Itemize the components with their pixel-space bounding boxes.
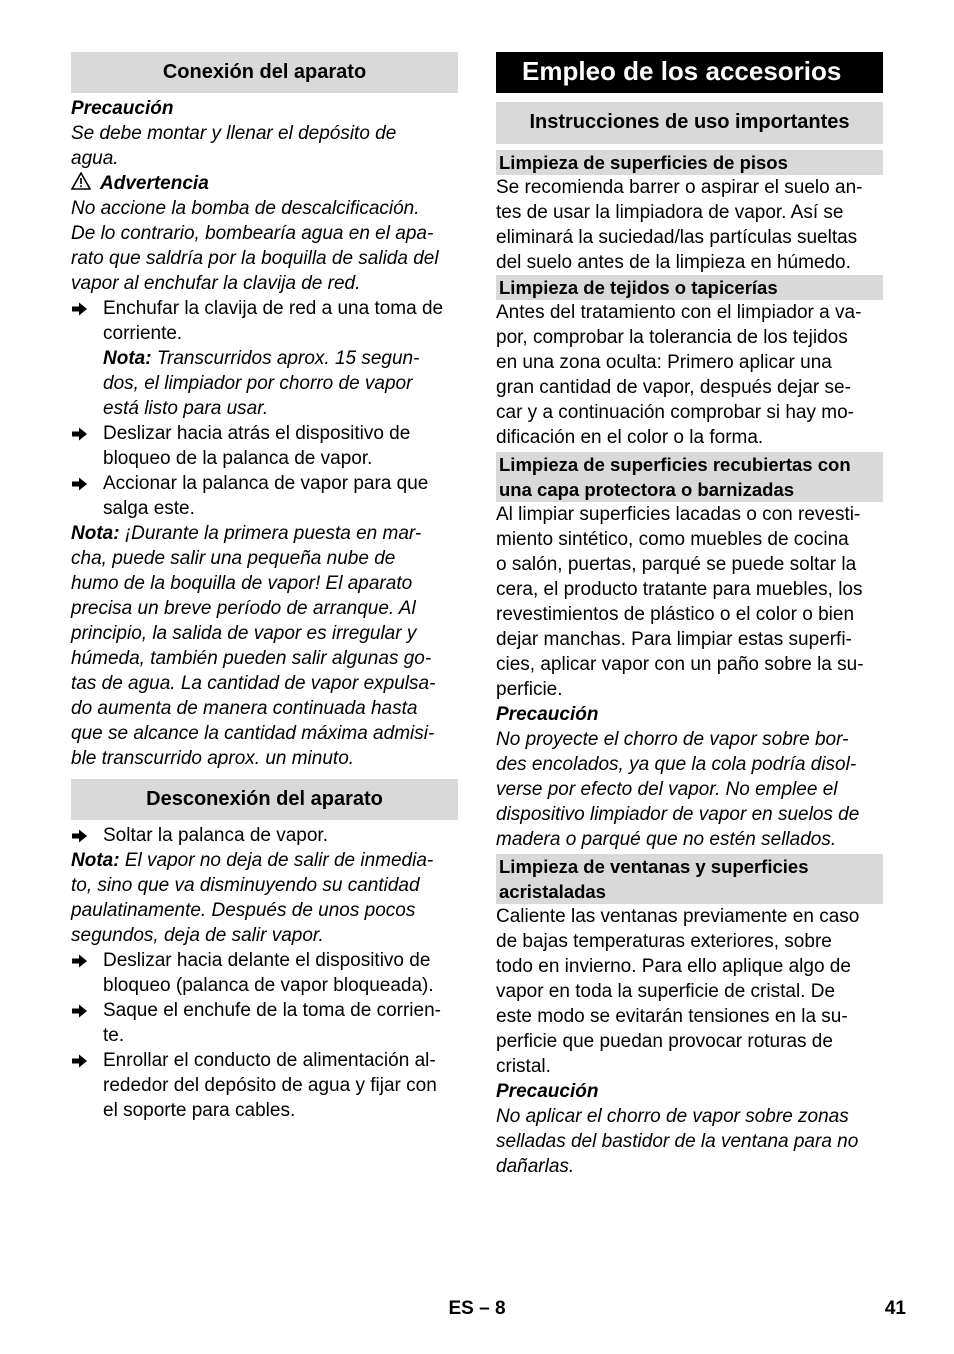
arrow-right-icon [71, 1048, 103, 1123]
arrow-right-icon [71, 948, 103, 998]
connection-heading: Conexión del aparato [71, 52, 458, 93]
step-item [71, 823, 458, 848]
body-text-line: eliminará la suciedad/las partículas sueltas [496, 227, 858, 248]
caution-text-line: verse por efecto del vapor. No emplee el [496, 779, 838, 800]
step-text-line: Soltar la palanca de vapor. [103, 825, 328, 846]
body-text-line: por, comprobar la tolerancia de los tejidos [496, 327, 848, 348]
warning-text-line: No accione la bomba de descalcificación. [71, 198, 420, 219]
body-text-line: cies, aplicar vapor con un paño sobre la su- [496, 654, 864, 675]
step-text-line: te. [103, 1025, 125, 1046]
caution-text-line: dispositivo limpiador de vapor en suelos de [496, 804, 860, 825]
page-number: 41 [884, 1298, 906, 1319]
step-text-line: Deslizar hacia atrás el dispositivo de [103, 423, 411, 444]
caution-text-line: No aplicar el chorro de vapor sobre zonas [496, 1106, 849, 1127]
caution-text-line: Se debe montar y llenar el depósito de [71, 123, 397, 144]
step-note [71, 346, 458, 421]
step-item [71, 998, 458, 1048]
arrow-right-icon [71, 471, 103, 521]
note-text-line: do aumenta de manera continuada hasta [71, 698, 418, 719]
body-text-line: del suelo antes de la limpieza en húmedo. [496, 252, 851, 273]
note-text-line: to, sino que va disminuyendo su cantidad [71, 875, 420, 896]
body-text-line: Al limpiar superficies lacadas o con revesti- [496, 504, 861, 525]
note-text: El vapor no deja de salir de inmedia- [119, 850, 434, 871]
step-item [71, 948, 458, 998]
step-text-line: el soporte para cables. [103, 1100, 296, 1121]
note-text-line: principio, la salida de vapor es irregular y [71, 623, 417, 644]
step-item [71, 296, 458, 346]
body-text-line: cristal. [496, 1056, 551, 1077]
disconnection-heading: Desconexión del aparato [71, 779, 458, 820]
section-heading: Instrucciones de uso importantes [496, 102, 883, 144]
arrow-right-icon [71, 296, 103, 346]
body-text-line: Antes del tratamiento con el limpiador a va- [496, 302, 862, 323]
note-text-line: húmeda, también pueden salir algunas go- [71, 648, 432, 669]
body-text-line: de bajas temperaturas exteriores, sobre [496, 931, 832, 952]
step-text-line: Enrollar el conducto de alimentación al- [103, 1050, 436, 1071]
main-heading: Empleo de los accesorios [496, 52, 883, 93]
right-column [496, 52, 883, 1179]
note-label: Nota: [71, 850, 120, 871]
body-text-line: o salón, puertas, parqué se puede soltar la [496, 554, 857, 575]
step-text-line: salga este. [103, 498, 195, 519]
caution-label: Precaución [496, 1081, 599, 1102]
body-text-line: vapor en toda la superficie de cristal. De [496, 981, 836, 1002]
note-text: Transcurridos aprox. 15 segun- [151, 348, 420, 369]
body-text-line: dificación en el color o la forma. [496, 427, 764, 448]
step-text-line: Enchufar la clavija de red a una toma de [103, 298, 444, 319]
note-text-line: humo de la boquilla de vapor! El aparato [71, 573, 413, 594]
body-text-line: este modo se evitarán tensiones en la su- [496, 1006, 848, 1027]
note-text-line: dos, el limpiador por chorro de vapor [103, 373, 413, 394]
body-text-line: perficie. [496, 679, 563, 700]
body-text-line: car y a continuación comprobar si hay mo- [496, 402, 854, 423]
caution-text-line: agua. [71, 148, 119, 169]
caution-label: Precaución [496, 704, 599, 725]
body-text-line: tes de usar la limpiadora de vapor. Así se [496, 202, 844, 223]
caution-text-line: No proyecte el chorro de vapor sobre bor- [496, 729, 849, 750]
arrow-right-icon [71, 823, 103, 848]
note-text-line: tas de agua. La cantidad de vapor expulsa- [71, 673, 436, 694]
warning-text-line: De lo contrario, bombearía agua en el apa- [71, 223, 434, 244]
body-text-line: Caliente las ventanas previamente en caso [496, 906, 860, 927]
arrow-right-icon [71, 421, 103, 471]
note-text-line: está listo para usar. [103, 398, 269, 419]
note-text-line: cha, puede salir una pequeña nube de [71, 548, 396, 569]
note-text-line: segundos, deja de salir vapor. [71, 925, 324, 946]
step-item [71, 1048, 458, 1123]
note-text-line: paulatinamente. Después de unos pocos [71, 900, 416, 921]
step-text-line: bloqueo (palanca de vapor bloqueada). [103, 975, 434, 996]
step-item [71, 471, 458, 521]
caution-text-line: selladas del bastidor de la ventana para no [496, 1131, 859, 1152]
caution-text-line: dañarlas. [496, 1156, 575, 1177]
step-text-line: corriente. [103, 323, 183, 344]
body-text-line: en una zona oculta: Primero aplicar una [496, 352, 832, 373]
step-item [71, 421, 458, 471]
caution-label: Precaución [71, 98, 174, 119]
body-text-line: cera, el producto tratante para muebles, los [496, 579, 863, 600]
warning-row [71, 171, 458, 196]
body-text-line: dejar manchas. Para limpiar estas superfi- [496, 629, 852, 650]
body-text-line: miento sintético, como muebles de cocina [496, 529, 849, 550]
step-text-line: Saque el enchufe de la toma de corrien- [103, 1000, 441, 1021]
note-text-line: que se alcance la cantidad máxima admisi- [71, 723, 435, 744]
coated-heading: Limpieza de superficies recubiertas con una capa protectora o barnizadas [496, 452, 883, 502]
warning-label: Advertencia [100, 172, 209, 194]
fabrics-heading: Limpieza de tejidos o tapicerías [496, 275, 883, 300]
body-text-line: Se recomienda barrer o aspirar el suelo an- [496, 177, 863, 198]
step-text-line: rededor del depósito de agua y fijar con [103, 1075, 437, 1096]
floors-heading: Limpieza de superficies de pisos [496, 150, 883, 175]
body-text-line: gran cantidad de vapor, después dejar se- [496, 377, 851, 398]
note-text-line: ble transcurrido aprox. un minuto. [71, 748, 355, 769]
step-text-line: Deslizar hacia delante el dispositivo de [103, 950, 431, 971]
note-label: Nota: [71, 523, 120, 544]
note-label: Nota: [103, 348, 152, 369]
note-text: ¡Durante la primera puesta en mar- [119, 523, 422, 544]
warning-triangle-icon [71, 172, 100, 196]
left-column [71, 52, 458, 1123]
warning-text-line: vapor al enchufar la clavija de red. [71, 273, 361, 294]
step-text-line: bloqueo de la palanca de vapor. [103, 448, 373, 469]
body-text-line: revestimientos de plástico o el color o bien [496, 604, 855, 625]
body-text-line: todo en invierno. Para ello aplique algo de [496, 956, 851, 977]
note-text-line: precisa un breve período de arranque. Al [71, 598, 416, 619]
arrow-right-icon [71, 998, 103, 1048]
step-text-line: Accionar la palanca de vapor para que [103, 473, 429, 494]
caution-text-line: madera o parqué que no estén sellados. [496, 829, 837, 850]
warning-text-line: rato que saldría por la boquilla de salida del [71, 248, 439, 269]
section-page-label: ES – 8 [448, 1298, 506, 1319]
caution-text-line: des encolados, ya que la cola podría disol- [496, 754, 857, 775]
body-text-line: perficie que puedan provocar roturas de [496, 1031, 833, 1052]
windows-heading: Limpieza de ventanas y superficies acristaladas [496, 854, 883, 904]
